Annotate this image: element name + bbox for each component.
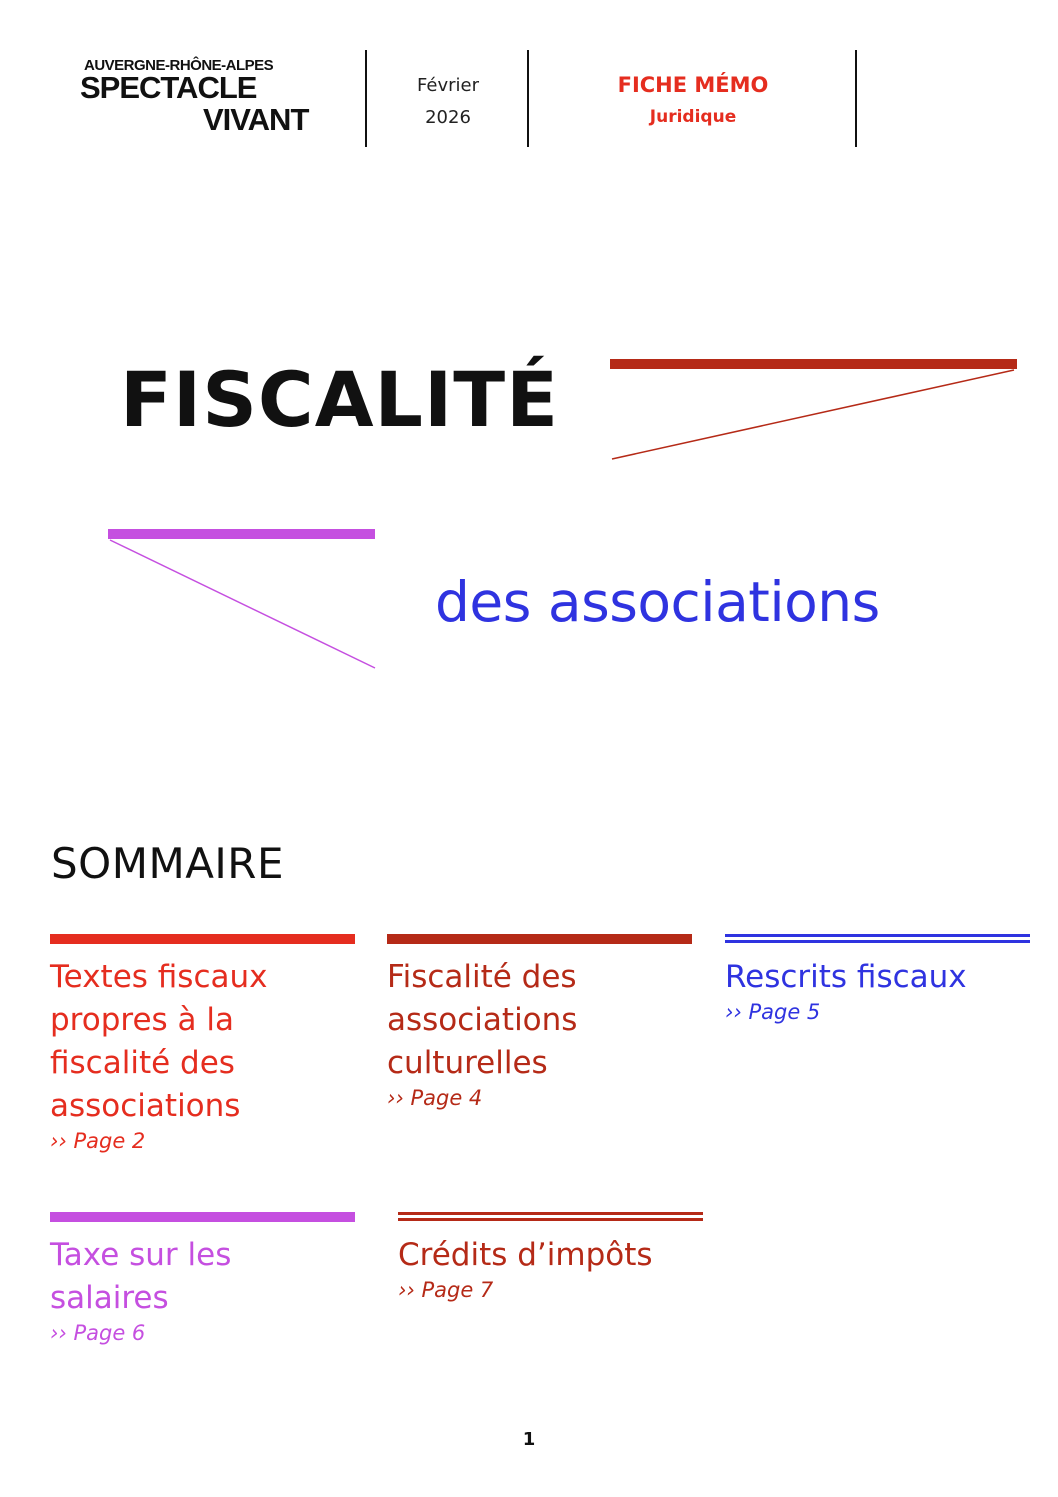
title-decoration-purple: [100, 520, 385, 675]
page-number: 1: [522, 1429, 536, 1450]
summary-entry[interactable]: [50, 956, 350, 1154]
logo-region-text: AUVERGNE-RHÔNE-ALPES: [84, 57, 274, 74]
entry-bar: [50, 934, 355, 944]
entry-page-link[interactable]: ›› Page 2: [50, 1129, 146, 1153]
memo-subtitle: Juridique: [649, 107, 737, 127]
entry-title: Taxe sur les salaires: [50, 1237, 232, 1316]
entry-title: Rescrits fiscaux: [725, 959, 967, 995]
title-decoration-red: [600, 350, 1030, 470]
logo-spectacle-text: SPECTACLE: [80, 70, 257, 105]
date-month: Février: [417, 75, 479, 96]
entry-title: Textes fiscaux propres à la fiscalité des associations: [50, 959, 268, 1124]
entry-title: Fiscalité des associations culturelles: [387, 959, 578, 1081]
entry-page-link[interactable]: ›› Page 6: [50, 1321, 146, 1345]
entry-bar: [387, 934, 692, 944]
entry-page-link[interactable]: ›› Page 5: [725, 1000, 821, 1024]
entry-bar: [50, 1212, 355, 1222]
header-divider: [527, 50, 529, 147]
summary-entry[interactable]: [387, 956, 687, 1111]
summary-entry[interactable]: [398, 1234, 703, 1303]
summary-entry[interactable]: [725, 956, 1045, 1025]
main-title: FISCALITÉ: [120, 355, 559, 444]
entry-page-link[interactable]: ›› Page 4: [387, 1086, 483, 1110]
summary-entry[interactable]: [50, 1234, 310, 1346]
entry-title: Crédits d’impôts: [398, 1237, 653, 1273]
header-divider: [365, 50, 367, 147]
date-year: 2026: [425, 107, 471, 128]
entry-page-link[interactable]: ›› Page 7: [398, 1278, 494, 1302]
entry-bar: [398, 1212, 703, 1221]
summary-heading: SOMMAIRE: [51, 839, 285, 888]
header-divider: [855, 50, 857, 147]
entry-bar: [725, 934, 1030, 943]
subtitle: des associations: [435, 570, 880, 634]
logo-vivant-text: VIVANT: [203, 102, 309, 137]
memo-title: FICHE MÉMO: [617, 73, 769, 97]
